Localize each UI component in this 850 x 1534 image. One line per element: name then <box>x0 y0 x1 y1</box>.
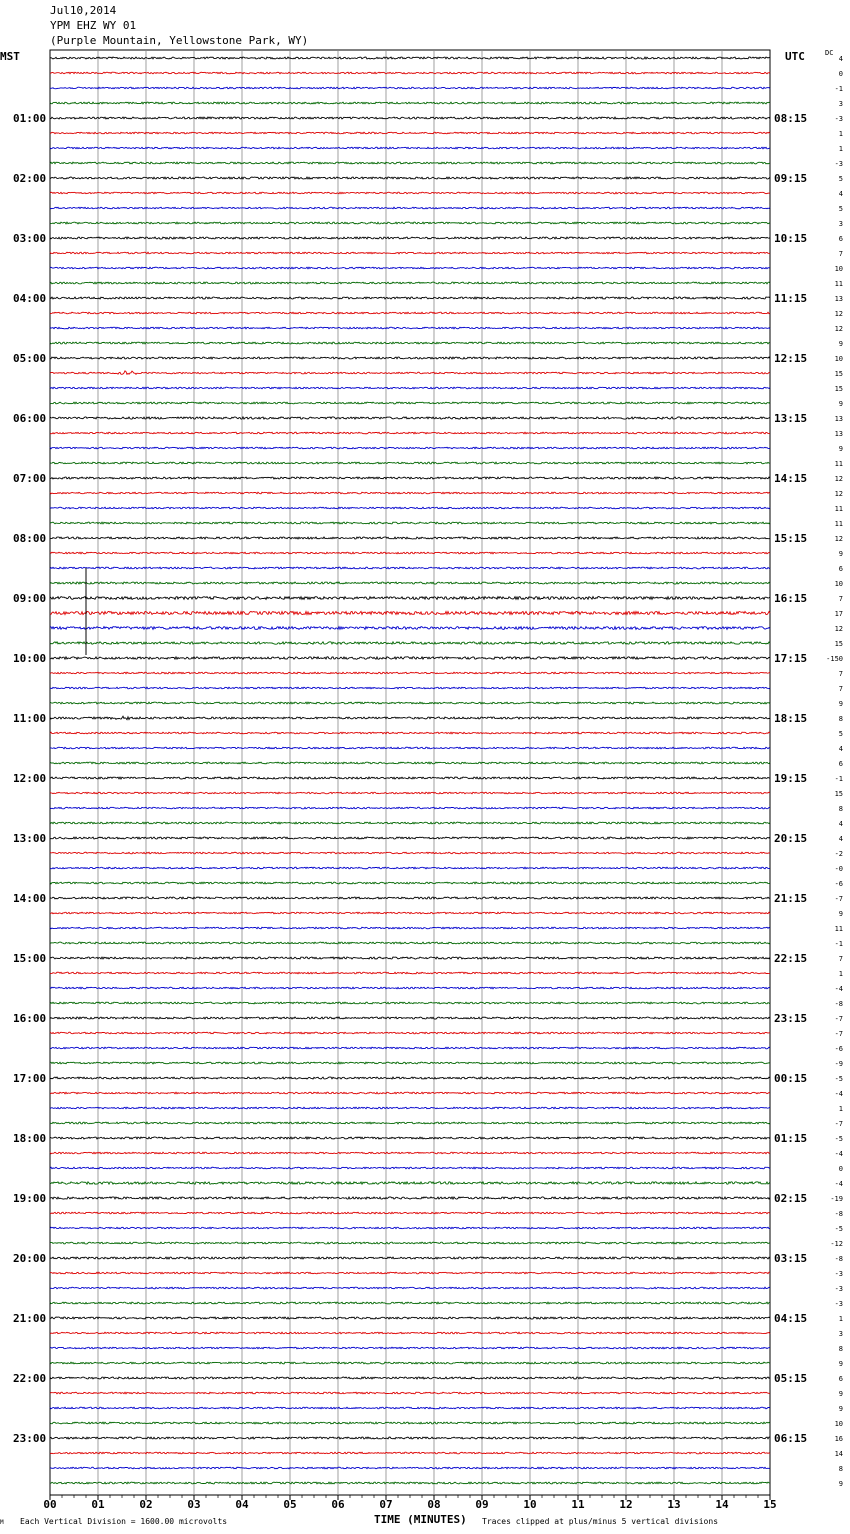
trace-row <box>50 897 770 899</box>
trace-row <box>50 657 770 659</box>
trace-row <box>50 1467 770 1469</box>
dc-offset-label: -3 <box>834 115 843 123</box>
left-hour-label: 03:00 <box>13 232 47 245</box>
trace-row <box>50 777 770 779</box>
dc-offset-label: 7 <box>838 250 843 258</box>
dc-offset-label: -3 <box>834 1270 843 1278</box>
left-hour-label: 18:00 <box>13 1132 47 1145</box>
trace-row <box>50 477 770 479</box>
trace-row <box>50 222 770 224</box>
trace-row <box>50 1302 770 1304</box>
dc-offset-label: 9 <box>838 340 843 348</box>
trace-row <box>50 1422 770 1424</box>
dc-offset-label: 11 <box>834 280 843 288</box>
trace-row <box>50 102 770 104</box>
left-hour-label: 20:00 <box>13 1252 47 1265</box>
right-hour-label: 00:15 <box>774 1072 808 1085</box>
trace-row <box>50 177 770 179</box>
trace-row <box>50 747 770 749</box>
right-hour-label: 16:15 <box>774 592 808 605</box>
trace-row <box>50 552 770 554</box>
right-hour-label: 02:15 <box>774 1192 808 1205</box>
x-axis-label: TIME (MINUTES) <box>374 1513 467 1526</box>
dc-offset-label: 9 <box>838 700 843 708</box>
dc-offset-label: 6 <box>838 565 843 573</box>
dc-offset-label: 7 <box>838 685 843 693</box>
trace-row <box>50 642 770 644</box>
trace-row <box>50 1437 770 1439</box>
trace-row <box>50 447 770 449</box>
right-hour-label: 19:15 <box>774 772 808 785</box>
dc-offset-label: -2 <box>834 850 843 858</box>
x-tick-label: 01 <box>91 1498 105 1511</box>
dc-offset-label: 12 <box>834 490 843 498</box>
right-hour-label: 17:15 <box>774 652 808 665</box>
dc-offset-label: 9 <box>838 1390 843 1398</box>
trace-row <box>50 867 770 869</box>
left-hour-label: 21:00 <box>13 1312 47 1325</box>
trace-row <box>50 192 770 194</box>
trace-row <box>50 807 770 809</box>
dc-offset-label: 9 <box>838 910 843 918</box>
left-hour-label: 04:00 <box>13 292 47 305</box>
trace-row <box>50 1182 770 1184</box>
right-timezone-label: UTC <box>785 50 805 63</box>
scale-note: Each Vertical Division = 1600.00 microvolts <box>20 1517 228 1526</box>
right-hour-label: 15:15 <box>774 532 808 545</box>
dc-offset-label: 11 <box>834 925 843 933</box>
dc-offset-label: -4 <box>834 1180 843 1188</box>
dc-offset-label: 3 <box>838 100 843 108</box>
trace-row <box>50 912 770 914</box>
x-tick-label: 11 <box>571 1498 585 1511</box>
dc-offset-label: 10 <box>834 265 843 273</box>
dc-offset-label: -8 <box>834 1000 843 1008</box>
dc-offset-label: 8 <box>838 1465 843 1473</box>
trace-row <box>50 1062 770 1064</box>
right-hour-label: 11:15 <box>774 292 808 305</box>
trace-row <box>50 1362 770 1364</box>
dc-offset-label: 15 <box>834 385 843 393</box>
dc-offset-label: -8 <box>834 1255 843 1263</box>
dc-offset-label: 8 <box>838 805 843 813</box>
dc-offset-label: -1 <box>834 940 843 948</box>
x-tick-label: 07 <box>379 1498 393 1511</box>
dc-offset-label: 4 <box>838 745 843 753</box>
trace-row <box>50 312 770 314</box>
dc-offset-label: 9 <box>838 1480 843 1488</box>
dc-offset-label: 8 <box>838 1345 843 1353</box>
x-tick-label: 12 <box>619 1498 633 1511</box>
dc-offset-label: 6 <box>838 1375 843 1383</box>
trace-row <box>50 1167 770 1169</box>
trace-row <box>50 822 770 824</box>
dc-offset-label: 15 <box>834 790 843 798</box>
dc-offset-label: 3 <box>838 1330 843 1338</box>
clip-note: Traces clipped at plus/minus 5 vertical divisions <box>482 1517 719 1526</box>
left-hour-label: 07:00 <box>13 472 47 485</box>
dc-offset-label: 6 <box>838 235 843 243</box>
trace-row <box>50 1392 770 1394</box>
dc-offset-label: 12 <box>834 535 843 543</box>
right-hour-label: 03:15 <box>774 1252 808 1265</box>
dc-offset-label: -7 <box>834 1030 843 1038</box>
dc-offset-label: 11 <box>834 520 843 528</box>
dc-offset-label: 1 <box>838 1105 843 1113</box>
left-hour-label: 08:00 <box>13 532 47 545</box>
trace-row <box>50 117 770 119</box>
dc-offset-label: -5 <box>834 1135 843 1143</box>
right-hour-label: 12:15 <box>774 352 808 365</box>
x-tick-label: 13 <box>667 1498 681 1511</box>
left-hour-label: 06:00 <box>13 412 47 425</box>
left-hour-label: 09:00 <box>13 592 47 605</box>
left-timezone-label: MST <box>0 50 20 63</box>
location-label: (Purple Mountain, Yellowstone Park, WY) <box>50 34 309 47</box>
right-hour-label: 20:15 <box>774 832 808 845</box>
trace-row <box>50 672 770 674</box>
trace-row <box>50 732 770 734</box>
dc-offset-label: 12 <box>834 475 843 483</box>
station-label: YPM EHZ WY 01 <box>50 19 137 32</box>
trace-row <box>50 762 770 764</box>
x-tick-label: 10 <box>523 1498 537 1511</box>
dc-offset-label: 7 <box>838 670 843 678</box>
right-hour-label: 23:15 <box>774 1012 808 1025</box>
trace-row <box>50 267 770 269</box>
dc-offset-label: -12 <box>830 1240 843 1248</box>
dc-offset-label: 9 <box>838 1405 843 1413</box>
right-hour-label: 04:15 <box>774 1312 808 1325</box>
trace-row <box>50 1317 770 1319</box>
dc-offset-label: 12 <box>834 625 843 633</box>
left-hour-label: 13:00 <box>13 832 47 845</box>
x-tick-label: 04 <box>235 1498 249 1511</box>
trace-row <box>50 72 770 74</box>
dc-offset-label: 12 <box>834 325 843 333</box>
left-hour-label: 17:00 <box>13 1072 47 1085</box>
dc-offset-label: 4 <box>838 820 843 828</box>
trace-row <box>50 1122 770 1124</box>
right-hour-label: 10:15 <box>774 232 808 245</box>
trace-row <box>50 342 770 344</box>
x-tick-label: 09 <box>475 1498 489 1511</box>
trace-row <box>50 611 770 614</box>
trace-row <box>50 402 770 404</box>
trace-row <box>50 237 770 239</box>
dc-offset-label: 4 <box>838 190 843 198</box>
dc-offset-label: 8 <box>838 715 843 723</box>
right-hour-label: 21:15 <box>774 892 808 905</box>
trace-row <box>50 687 770 689</box>
trace-row <box>50 1197 770 1199</box>
x-tick-label: 05 <box>283 1498 297 1511</box>
trace-row <box>50 1272 770 1274</box>
right-hour-label: 01:15 <box>774 1132 808 1145</box>
left-hour-label: 05:00 <box>13 352 47 365</box>
trace-row <box>50 327 770 329</box>
trace-row <box>50 852 770 854</box>
dc-offset-label: 10 <box>834 580 843 588</box>
trace-row <box>50 252 770 254</box>
trace-row <box>50 462 770 464</box>
left-hour-label: 10:00 <box>13 652 47 665</box>
dc-offset-label: -1 <box>834 775 843 783</box>
trace-row <box>50 387 770 389</box>
left-hour-label: 12:00 <box>13 772 47 785</box>
x-tick-label: 03 <box>187 1498 201 1511</box>
trace-row <box>50 837 770 839</box>
dc-offset-label: 9 <box>838 1360 843 1368</box>
trace-row <box>50 1137 770 1139</box>
trace-row <box>50 716 770 719</box>
trace-row <box>50 1152 770 1154</box>
dc-offset-label: -6 <box>834 880 843 888</box>
dc-offset-label: 6 <box>838 760 843 768</box>
trace-row <box>50 132 770 134</box>
dc-offset-label: 1 <box>838 130 843 138</box>
dc-offset-label: -7 <box>834 895 843 903</box>
trace-row <box>50 927 770 929</box>
x-tick-label: 14 <box>715 1498 729 1511</box>
trace-row <box>50 1047 770 1049</box>
trace-row <box>50 957 770 959</box>
trace-row <box>50 1077 770 1079</box>
right-hour-label: 14:15 <box>774 472 808 485</box>
trace-row <box>50 1002 770 1004</box>
trace-row <box>50 597 770 600</box>
dc-offset-label: -5 <box>834 1225 843 1233</box>
trace-row <box>50 522 770 524</box>
left-hour-label: 19:00 <box>13 1192 47 1205</box>
trace-row <box>50 987 770 989</box>
dc-offset-label: -4 <box>834 985 843 993</box>
dc-offset-label: 14 <box>834 1450 843 1458</box>
dc-offset-label: -0 <box>834 865 843 873</box>
trace-row <box>50 1452 770 1454</box>
dc-offset-label: -4 <box>834 1150 843 1158</box>
trace-row <box>50 492 770 494</box>
dc-offset-label: 10 <box>834 1420 843 1428</box>
trace-row <box>50 87 770 89</box>
dc-offset-label: 7 <box>838 595 843 603</box>
trace-row <box>50 537 770 539</box>
dc-offset-label: 16 <box>834 1435 843 1443</box>
left-hour-label: 11:00 <box>13 712 47 725</box>
right-hour-label: 09:15 <box>774 172 808 185</box>
trace-row <box>50 1242 770 1244</box>
dc-offset-label: -6 <box>834 1045 843 1053</box>
dc-offset-label: -5 <box>834 1075 843 1083</box>
dc-offset-label: -3 <box>834 160 843 168</box>
trace-row <box>50 1227 770 1229</box>
trace-row <box>50 1332 770 1334</box>
trace-row <box>50 1287 770 1289</box>
trace-row <box>50 207 770 209</box>
right-hour-label: 05:15 <box>774 1372 808 1385</box>
trace-row <box>50 432 770 434</box>
left-hour-label: 22:00 <box>13 1372 47 1385</box>
trace-row <box>50 792 770 794</box>
x-tick-label: 06 <box>331 1498 345 1511</box>
trace-row <box>50 942 770 944</box>
trace-row <box>50 882 770 884</box>
trace-row <box>50 702 770 704</box>
dc-offset-label: -3 <box>834 1300 843 1308</box>
trace-row <box>50 972 770 974</box>
dc-offset-label: 5 <box>838 205 843 213</box>
trace-row <box>50 57 770 59</box>
trace-row <box>50 1032 770 1034</box>
dc-offset-label: -7 <box>834 1120 843 1128</box>
dc-offset-label: 3 <box>838 220 843 228</box>
trace-row <box>50 417 770 419</box>
trace-row <box>50 1347 770 1349</box>
dc-offset-label: 17 <box>834 610 843 618</box>
x-tick-label: 00 <box>43 1498 57 1511</box>
right-hour-label: 08:15 <box>774 112 808 125</box>
dc-offset-label: 1 <box>838 145 843 153</box>
x-tick-label: 08 <box>427 1498 441 1511</box>
trace-row <box>50 1257 770 1259</box>
corner-mark: M <box>0 1519 4 1526</box>
dc-offset-label: 11 <box>834 460 843 468</box>
trace-row <box>50 1482 770 1484</box>
trace-row <box>50 1212 770 1214</box>
dc-offset-label: -19 <box>830 1195 843 1203</box>
x-tick-label: 02 <box>139 1498 153 1511</box>
trace-row <box>50 1377 770 1379</box>
trace-row <box>50 1092 770 1094</box>
dc-offset-label: -1 <box>834 85 843 93</box>
trace-row <box>50 357 770 359</box>
dc-offset-label: 10 <box>834 355 843 363</box>
dc-offset-label: -4 <box>834 1090 843 1098</box>
dc-offset-label: 4 <box>838 55 843 63</box>
right-hour-label: 06:15 <box>774 1432 808 1445</box>
left-hour-label: 16:00 <box>13 1012 47 1025</box>
dc-offset-label: 1 <box>838 1315 843 1323</box>
trace-row <box>50 1407 770 1409</box>
plot-frame <box>50 50 770 1495</box>
dc-offset-label: 11 <box>834 505 843 513</box>
dc-offset-label: 4 <box>838 835 843 843</box>
trace-row <box>50 162 770 164</box>
right-hour-label: 18:15 <box>774 712 808 725</box>
dc-offset-label: 0 <box>838 1165 843 1173</box>
x-tick-label: 15 <box>763 1498 777 1511</box>
trace-row <box>50 507 770 509</box>
dc-offset-label: 7 <box>838 955 843 963</box>
trace-row <box>50 282 770 284</box>
trace-row <box>50 371 770 375</box>
dc-offset-label: 12 <box>834 310 843 318</box>
dc-offset-label: -7 <box>834 1015 843 1023</box>
dc-offset-label: 13 <box>834 295 843 303</box>
dc-offset-label: 1 <box>838 970 843 978</box>
right-hour-label: 22:15 <box>774 952 808 965</box>
trace-row <box>50 627 770 630</box>
dc-offset-label: 13 <box>834 415 843 423</box>
dc-offset-label: -150 <box>826 655 843 663</box>
dc-offset-label: 15 <box>834 640 843 648</box>
dc-offset-label: 15 <box>834 370 843 378</box>
dc-offset-label: 9 <box>838 400 843 408</box>
trace-row <box>50 567 770 569</box>
trace-row <box>50 582 770 584</box>
left-hour-label: 01:00 <box>13 112 47 125</box>
dc-label: DC <box>825 49 834 57</box>
trace-row <box>50 1107 770 1109</box>
trace-row <box>50 1017 770 1019</box>
right-hour-label: 13:15 <box>774 412 808 425</box>
left-hour-label: 14:00 <box>13 892 47 905</box>
dc-offset-label: -8 <box>834 1210 843 1218</box>
trace-row <box>50 147 770 149</box>
dc-offset-label: 13 <box>834 430 843 438</box>
date-label: Jul10,2014 <box>50 4 117 17</box>
dc-offset-label: 5 <box>838 175 843 183</box>
dc-offset-label: -3 <box>834 1285 843 1293</box>
left-hour-label: 15:00 <box>13 952 47 965</box>
dc-offset-label: 0 <box>838 70 843 78</box>
dc-offset-label: 5 <box>838 730 843 738</box>
dc-offset-label: -9 <box>834 1060 843 1068</box>
trace-row <box>50 297 770 299</box>
left-hour-label: 23:00 <box>13 1432 47 1445</box>
left-hour-label: 02:00 <box>13 172 47 185</box>
dc-offset-label: 9 <box>838 550 843 558</box>
dc-offset-label: 9 <box>838 445 843 453</box>
